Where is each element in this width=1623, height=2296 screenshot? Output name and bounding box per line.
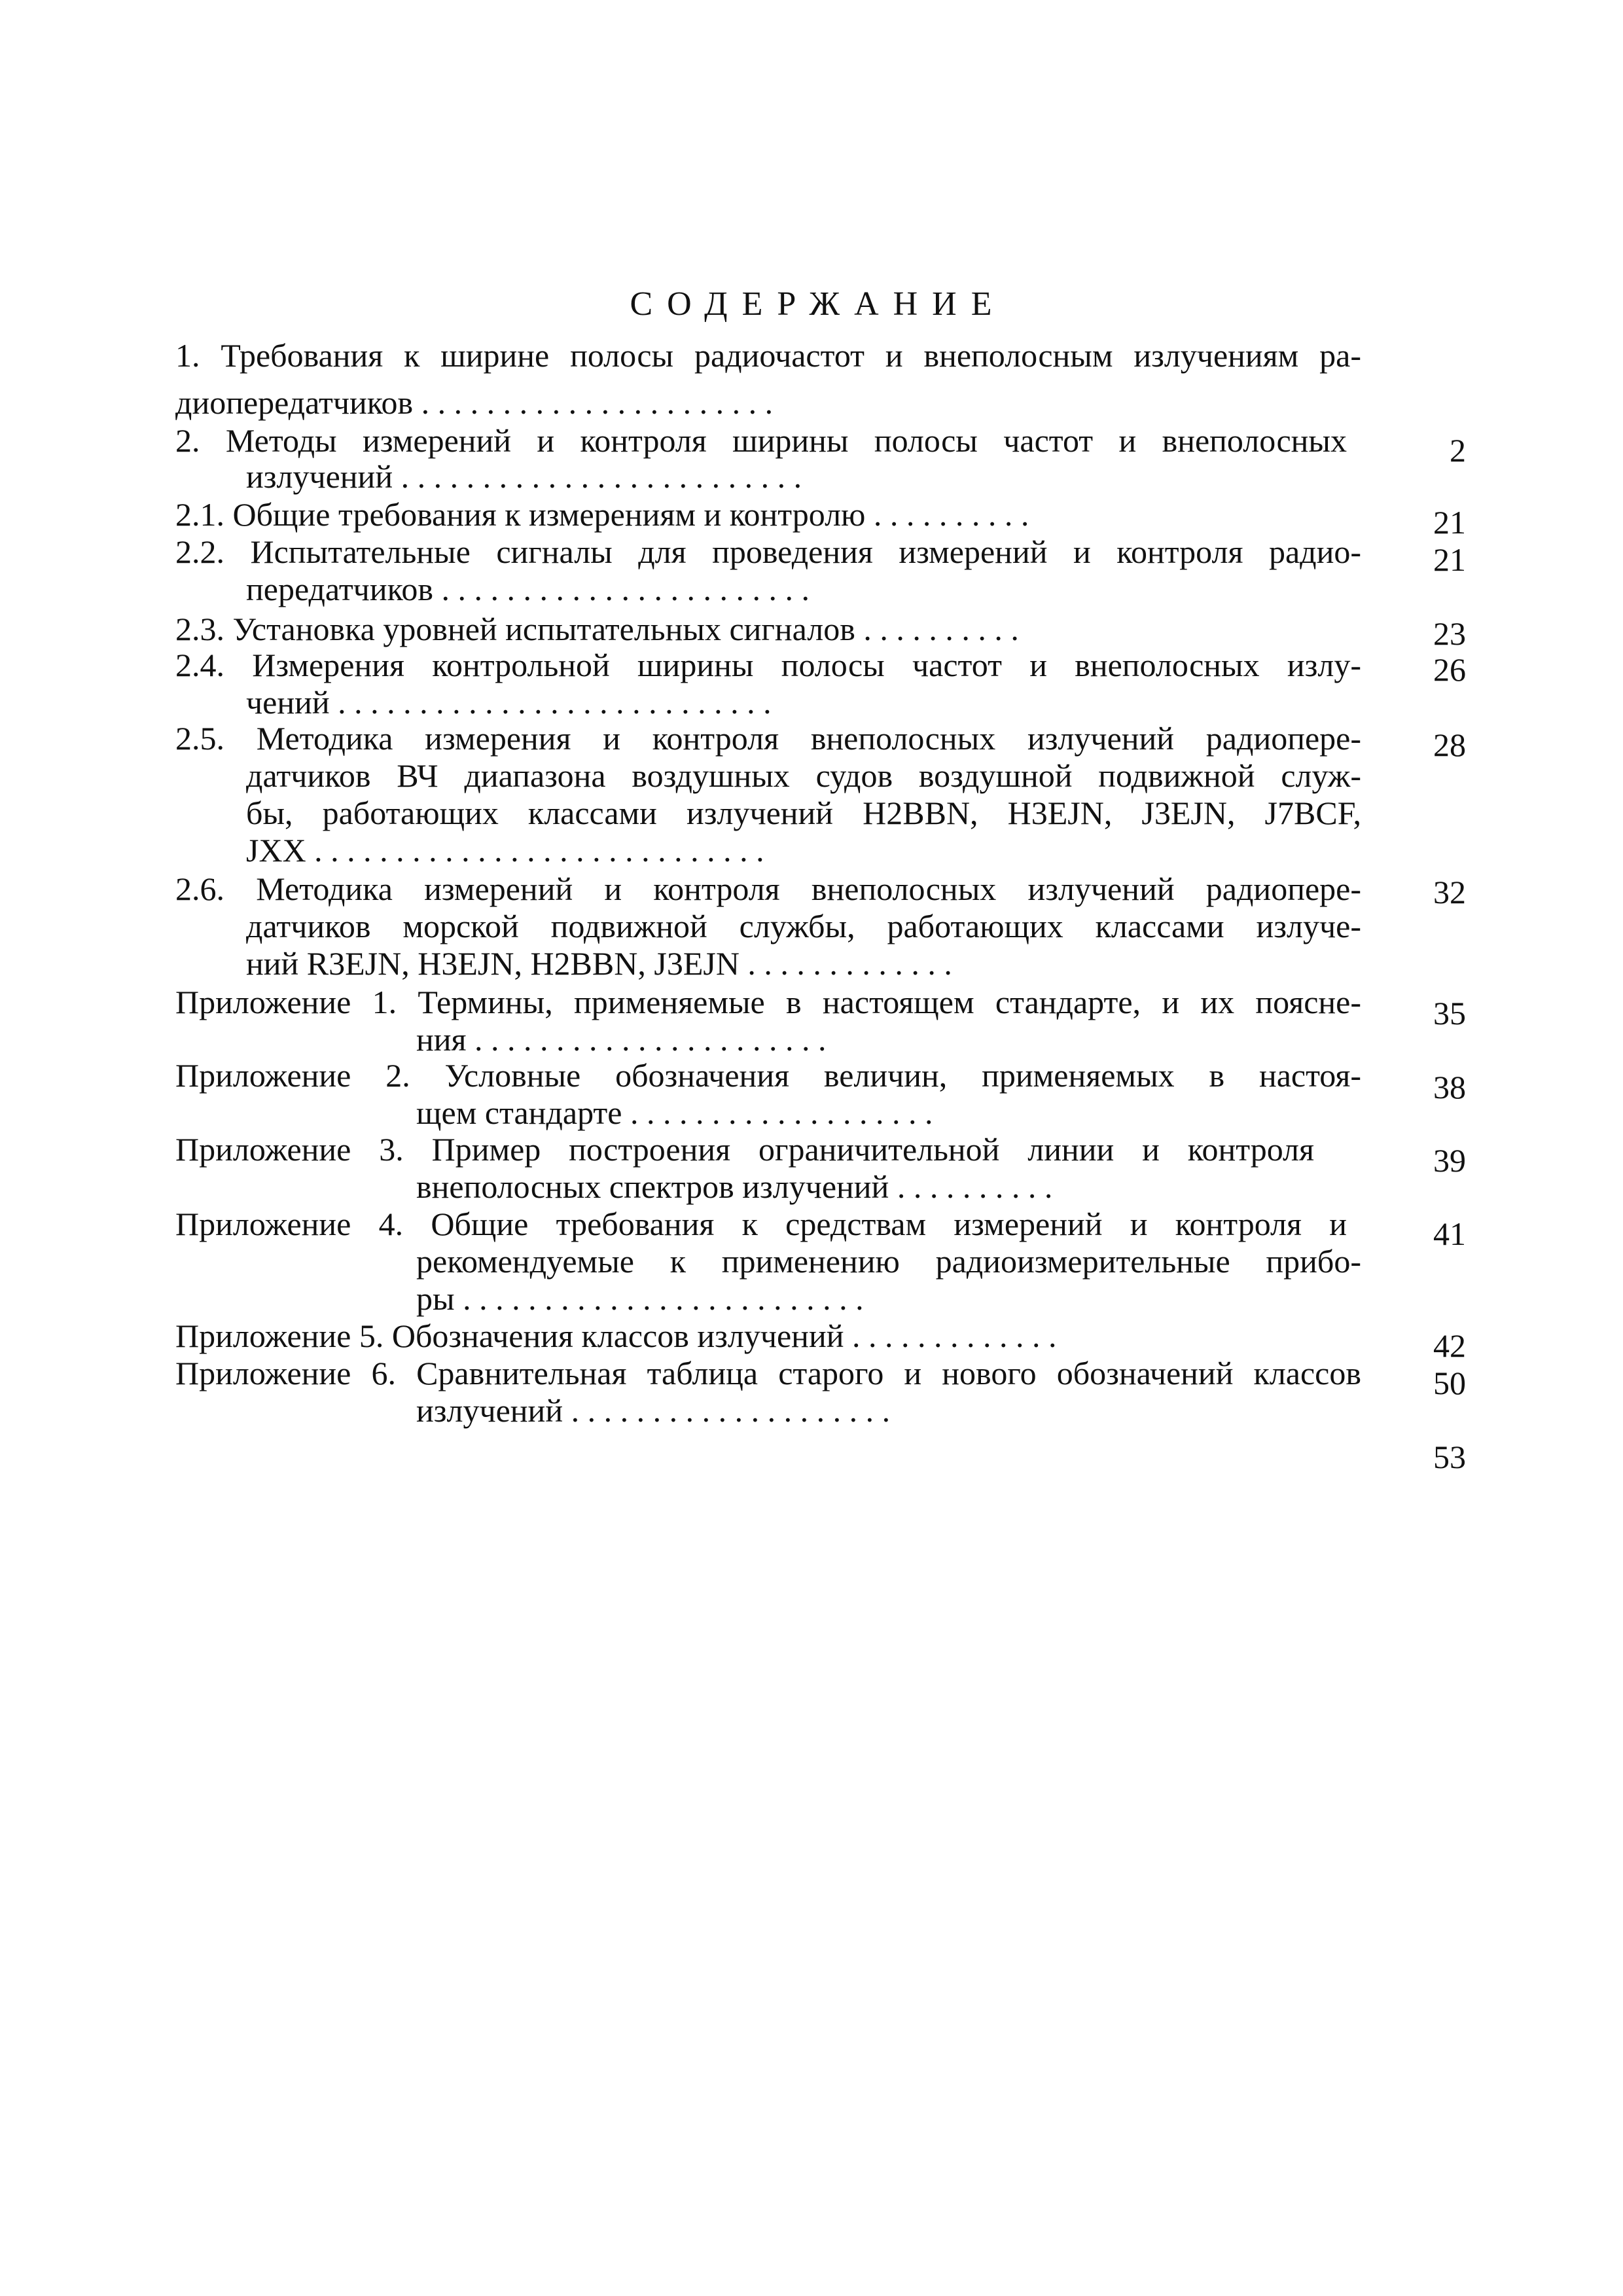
toc-line: излучений . . . . . . . . . . . . . . . . . . . . . . . . . xyxy=(246,458,802,495)
page-number: 42 xyxy=(1433,1327,1466,1364)
toc-line: ния . . . . . . . . . . . . . . . . . . . . . . xyxy=(416,1021,827,1058)
toc-line: рекомендуемые к применению радиоизмерительные прибо- xyxy=(416,1243,1361,1280)
toc-line: 1. Требования к ширине полосы радиочастот и внеполосным излучениям ра- xyxy=(175,337,1361,374)
toc-line: Приложение 4. Общие требования к средствам измерений и контроля и xyxy=(175,1206,1347,1242)
toc-line: 2.2. Испытательные сигналы для проведения измерений и контроля радио- xyxy=(175,533,1361,570)
toc-line: излучений . . . . . . . . . . . . . . . . . . . . xyxy=(416,1392,891,1429)
toc-line: диопередатчиков . . . . . . . . . . . . . . . . . . . . . . xyxy=(175,384,774,421)
toc-line: 2.1. Общие требования к измерениям и контролю . . . . . . . . . . xyxy=(175,496,1029,533)
toc-line: 2.6. Методика измерений и контроля внеполосных излучений радиопере- xyxy=(175,870,1361,907)
page-number: 21 xyxy=(1433,504,1466,541)
page-number: 38 xyxy=(1433,1069,1466,1105)
contents-title: СОДЕРЖАНИЕ xyxy=(630,285,1007,323)
page-number: 2 xyxy=(1450,432,1466,469)
toc-line: Приложение 6. Сравнительная таблица старого и нового обозначений классов xyxy=(175,1355,1361,1391)
toc-line: 2.5. Методика измерения и контроля внеполосных излучений радиопере- xyxy=(175,720,1361,757)
page-number: 39 xyxy=(1433,1142,1466,1179)
toc-line: внеполосных спектров излучений . . . . . . . . . . xyxy=(416,1168,1053,1205)
toc-line: 2.4. Измерения контрольной ширины полосы частот и внеполосных излу- xyxy=(175,647,1361,683)
page-number: 28 xyxy=(1433,726,1466,763)
toc-line: 2. Методы измерений и контроля ширины полосы частот и внеполосных xyxy=(175,422,1347,459)
toc-line: ний R3EJN, H3EJN, H2BBN, J3EJN . . . . . . . . . . . . . xyxy=(246,945,952,982)
page-number: 50 xyxy=(1433,1365,1466,1401)
toc-line: Приложение 3. Пример построения ограничительной линии и контроля xyxy=(175,1131,1314,1168)
toc-line: бы, работающих классами излучений H2BBN, H3EJN, J3EJN, J7BCF, xyxy=(246,795,1361,831)
toc-line: Приложение 5. Обозначения классов излучений . . . . . . . . . . . . . xyxy=(175,1318,1057,1354)
toc-line: Приложение 2. Условные обозначения величин, применяемых в настоя- xyxy=(175,1057,1361,1094)
page-number: 23 xyxy=(1433,615,1466,652)
page-number: 26 xyxy=(1433,651,1466,688)
toc-line: чений . . . . . . . . . . . . . . . . . . . . . . . . . . . xyxy=(246,684,772,721)
toc-line: датчиков ВЧ диапазона воздушных судов воздушной подвижной служ- xyxy=(246,757,1361,794)
page-number: 41 xyxy=(1433,1215,1466,1252)
toc-line: Приложение 1. Термины, применяемые в настоящем стандарте, и их поясне- xyxy=(175,984,1361,1020)
toc-line: передатчиков . . . . . . . . . . . . . . . . . . . . . . . xyxy=(246,571,810,607)
toc-line: ры . . . . . . . . . . . . . . . . . . . . . . . . . xyxy=(416,1280,864,1317)
page-number: 35 xyxy=(1433,995,1466,1031)
page-number: 21 xyxy=(1433,541,1466,578)
toc-line: 2.3. Установка уровней испытательных сигналов . . . . . . . . . . xyxy=(175,611,1019,647)
page-number: 32 xyxy=(1433,874,1466,910)
toc-line: щем стандарте . . . . . . . . . . . . . . . . . . . xyxy=(416,1094,933,1131)
toc-line: датчиков морской подвижной службы, работающих классами излуче- xyxy=(246,908,1361,944)
toc-line: JXX . . . . . . . . . . . . . . . . . . . . . . . . . . . . xyxy=(246,832,764,869)
page-number: 53 xyxy=(1433,1439,1466,1475)
